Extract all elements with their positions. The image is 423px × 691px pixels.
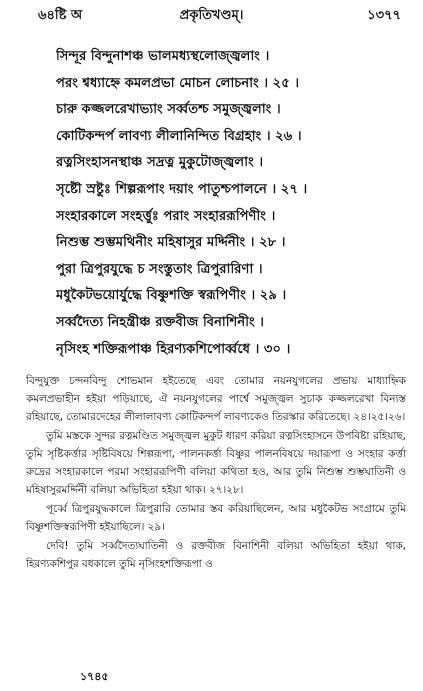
commentary-paragraph: বিন্দুযুক্ত চন্দনবিন্দু শোভমান হইতেছে এবং তোমার নয়নযুগলের প্রভায় মাধ্যাহ্নিক কমলপ্রভাহীন হইয়া পড়িয়াছে, ঐ নয়নযুগলের পার্শ্বে সমুজ্জ্বল সুচাক কজ্জলরেখা বিন্যস্ত রহিয়াছে, তোমারদেহের লীলালাবণ্য কোটিকন্দর্প লাবণ্যকেও তিরস্কার করিতেছে। ২৪।২৫।২৬। bbox=[26, 375, 406, 423]
verse-line: সংহারকালে সংহর্ত্তুঃ পরাং সংহাররূপিণীং । bbox=[56, 208, 276, 224]
verse-line: চারু কজ্জলরেখাভ্যাং সর্ব্বতশ্চ সমুজ্জ্বলাং । bbox=[56, 102, 281, 118]
bengali-commentary bbox=[26, 372, 406, 573]
verse-line: সৃষ্টৌ স্রষ্টুঃ শিল্পরূপাং দয়াং পাতুশ্চপালনে । ২৭ । bbox=[56, 181, 308, 197]
verse-line: সর্ব্বদৈত্য নিহন্ত্রীঞ্চ রক্তবীজ বিনাশিনীং । bbox=[56, 314, 264, 330]
verse-line: মধুকৈটভয়োর্যুদ্ধে বিষ্ণুশক্তি স্বরূপিণীং । ২৯ । bbox=[56, 288, 287, 304]
commentary-paragraph: দেবি! তুমি সর্ব্বদৈত্যঘাতিনী ও রক্তবীজ বিনাশিনী বলিয়া অভিহিতা হইয়া থাক, হিরণ্যকশিপুর বধকালে তুমি নৃসিংহশক্তিরূপা ও bbox=[26, 540, 406, 570]
verse-line: সিন্দূর বিন্দুনাশঞ্চ ভালমধ্যস্থলোজ্জ্বলাং । bbox=[56, 49, 270, 64]
verse-line: পরং শ্বধ্যাহ্নে কমলপ্রভা মোচন লোচনাং । ২৫ । bbox=[56, 75, 300, 91]
signature-mark: ১৭৪৫ bbox=[80, 670, 109, 683]
verse-line: পুরা ত্রিপুরযুদ্ধে চ সংস্তুতাং ত্রিপুরারিণা । bbox=[56, 261, 263, 277]
section-marker: ৬৪ষ্টি অ bbox=[38, 8, 83, 23]
verse-line: কোটিকন্দর্প লাবণ্য লীলানিন্দিত বিগ্রহাং । ২৬ । bbox=[56, 128, 302, 144]
page-number: ১৩৭৭ bbox=[367, 8, 401, 23]
verse-line: রত্নসিংহাসনস্থাঞ্চ সদ্রত্ন মুকুটোজ্জ্বলাং । bbox=[56, 155, 264, 171]
commentary-paragraph: পূর্ব্বে ত্রিপুরযুদ্ধকালে ত্রিপুরারি তোমার স্তব করিয়াছিলেন, আর মধুকৈটভ সংগ্রামে তুমি বিষ্ণুশক্তিস্বরূপিণী হইয়াছিলে। ২৯। bbox=[26, 503, 406, 533]
verse-line: নৃসিংহ শক্তিরূপাঞ্চ হিরণ্যকশিপোর্ব্বধে । ৩০ । bbox=[56, 341, 291, 357]
verse-line: নিশুম্ভ শুম্ভমথিনীং মহিষাসুর মর্দ্দিনীং । ২৮ । bbox=[56, 235, 286, 251]
commentary-paragraph: তুমি মস্তকে সুন্দর রত্নমণ্ডিত সমুজ্জ্বল মুকুট ধারণ করিয়া রত্নসিংহাসনে উপবিষ্টা রহিয়াছ, তুমি সৃষ্টিকর্ত্তার সৃষ্টিবিষয়ে শিল্পরূপা, পালনকর্ত্তা বিষ্ণুর পালনবিষয়ে দয়ারূপা ও সংহার কর্ত্তা রুদ্রের সংহারকালে পরমা সংহাররূপিণী বলিয়া কথিতা হও, আর তুমি নিশুম্ভ শুম্ভঘাতিনী ও মহিষাসুরমর্দ্দিনী বলিয়া অভিহিতা হইয়া থাক। ২৭।২৮। bbox=[26, 430, 406, 496]
running-title: প্রকৃতিখণ্ডম্। bbox=[179, 8, 244, 23]
sanskrit-verses bbox=[56, 44, 416, 363]
